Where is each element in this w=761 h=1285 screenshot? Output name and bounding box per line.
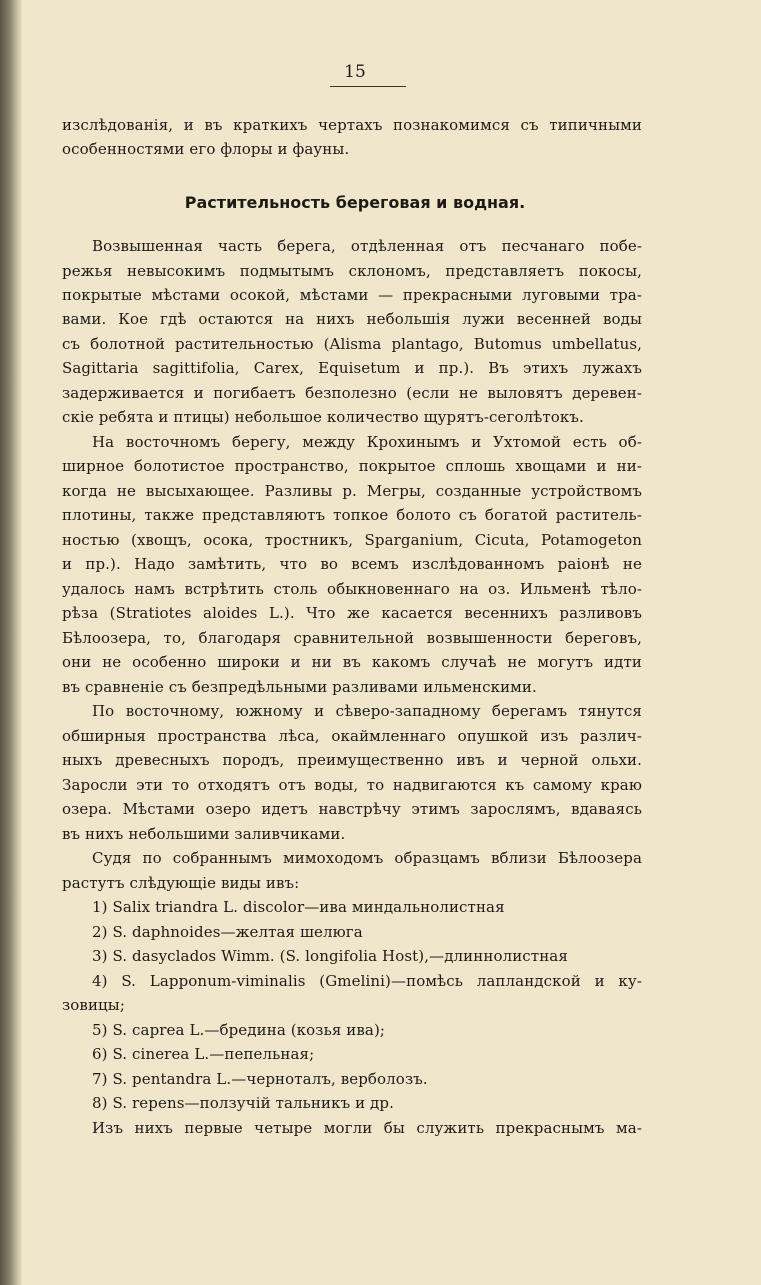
paragraph-line: въ сравненіе съ безпредѣльными разливами ильменскими. (62, 678, 537, 696)
paragraph-line: растутъ слѣдующіе виды ивъ: (62, 874, 300, 892)
willow-list-item: 2) S. daphnoides—желтая шелюга (92, 923, 363, 941)
willow-list-item: 5) S. caprea L.—бредина (козья ива); (92, 1021, 386, 1039)
page-number-rule (330, 86, 406, 87)
paragraph-line: когда не высыхающее. Разливы р. Мегры, созданные устройствомъ (62, 482, 642, 500)
paragraph-line: Sagittaria sagittifolia, Carex, Equisetum и пр.). Въ этихъ лужахъ (62, 359, 642, 377)
paragraph-line: Судя по собраннымъ мимоходомъ образцамъ вблизи Бѣлоозера (92, 849, 642, 867)
paragraph-line: они не особенно широки и ни въ какомъ случаѣ не могутъ идти (62, 653, 642, 671)
paragraph-line: ныхъ древесныхъ породъ, преимущественно ивъ и черной ольхи. (62, 751, 642, 769)
paragraph-line: Возвышенная часть берега, отдѣленная отъ песчанаго побе- (92, 237, 642, 255)
paragraph-line: рѣза (Stratiotes aloides L.). Что же касается весеннихъ разливовъ (62, 604, 642, 622)
paragraph-line: Заросли эти то отходятъ отъ воды, то надвигаются къ самому краю (62, 776, 642, 794)
book-binding-edge (0, 0, 22, 1285)
intro-line: особенностями его флоры и фауны. (62, 140, 350, 158)
willow-list-item: 1) Salix triandra L. discolor—ива миндальнолистная (92, 898, 505, 916)
intro-line: изслѣдованія, и въ краткихъ чертахъ познакомимся съ типичными (62, 116, 642, 134)
paragraph-line: скіе ребята и птицы) небольшое количество щурятъ-сеголѣтокъ. (62, 408, 584, 426)
paragraph-line: съ болотной растительностью (Alisma plantago, Butomus umbellatus, (62, 335, 642, 353)
paragraph-line: удалось намъ встрѣтить столь обыкновеннаго на оз. Ильменѣ тѣло- (62, 580, 642, 598)
paragraph-line: покрытые мѣстами осокой, мѣстами — прекрасными луговыми тра- (62, 286, 642, 304)
willow-list-item: 3) S. dasyclados Wimm. (S. longifolia Host),—длиннолистная (92, 947, 568, 965)
paragraph-line: Бѣлоозера, то, благодаря сравнительной возвышенности береговъ, (62, 629, 642, 647)
section-heading: Растительность береговая и водная. (184, 193, 526, 212)
closing-line: Изъ нихъ первые четыре могли бы служить прекраснымъ ма- (92, 1119, 642, 1137)
paragraph-line: обширныя пространства лѣса, окаймленнаго опушкой изъ различ- (62, 727, 642, 745)
page-number: 15 (344, 62, 366, 82)
paragraph-line: въ нихъ небольшими заливчиками. (62, 825, 346, 843)
paragraph-line: задерживается и погибаетъ безполезно (если не выловятъ деревен- (62, 384, 642, 402)
paragraph-line: По восточному, южному и сѣверо-западному берегамъ тянутся (92, 702, 642, 720)
paragraph-line: На восточномъ берегу, между Крохинымъ и Ухтомой есть об- (92, 433, 642, 451)
paragraph-line: вами. Кое гдѣ остаются на нихъ небольшія лужи весенней воды (62, 310, 642, 328)
paragraph-line: ширное болотистое пространство, покрытое сплошь хвощами и ни- (62, 457, 642, 475)
paragraph-line: плотины, также представляютъ топкое болото съ богатой раститель- (62, 506, 642, 524)
paragraph-line: озера. Мѣстами озеро идетъ навстрѣчу этимъ зарослямъ, вдаваясь (62, 800, 642, 818)
willow-list-item: 7) S. pentandra L.—черноталъ, верболозъ. (92, 1070, 428, 1088)
paragraph-line: и пр.). Надо замѣтить, что во всемъ изслѣдованномъ раіонѣ не (62, 555, 642, 573)
willow-list-item: зовицы; (62, 996, 125, 1014)
paragraph-line: режья невысокимъ подмытымъ склономъ, представляетъ покосы, (62, 262, 642, 280)
paragraph-line: ностью (хвощъ, осока, тростникъ, Sparganium, Cicuta, Potamogeton (62, 531, 642, 549)
willow-list-item: 8) S. repens—ползучій тальникъ и др. (92, 1094, 394, 1112)
willow-list-item: 4) S. Lapponum-viminalis (Gmelini)—помѣсь лапландской и ку- (92, 972, 642, 990)
willow-list-item: 6) S. cinerea L.—пепельная; (92, 1045, 315, 1063)
